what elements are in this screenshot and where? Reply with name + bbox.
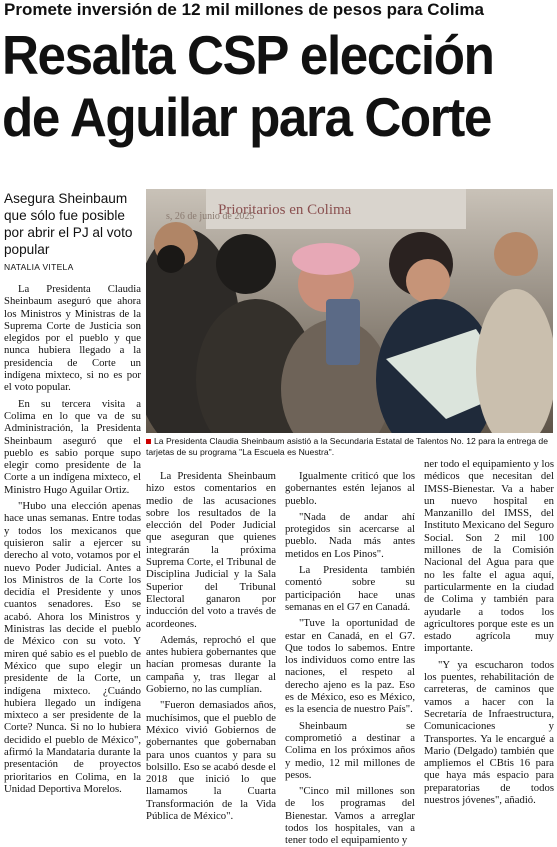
paragraph: "Fueron demasiados años, muchísimos, que el pueblo de México vivió Gobiernos de gobernantes que gobernaban para unos cuantos y para su bolsillo. Eso se acabó desde el 2018 que inició lo que llamamos la Cuarta Transformación de la Vida Pública de México". bbox=[146, 699, 276, 823]
paragraph: "Tuve la oportunidad de estar en Canadá, en el G7. Que todos lo sabemos. Entre los individuos como entre las naciones, el respeto al derecho ajeno es la paz. Eso es de México, eso es México, es la esencia de nuestro País". bbox=[285, 617, 415, 716]
caption-marker bbox=[146, 439, 151, 444]
article-column-3 bbox=[285, 470, 415, 847]
paragraph: En su tercera visita a Colima en lo que va de su Administración, la Presidenta Sheinbaum aseguró que el pueblo es sabio porque supo elegir como presidente de la Corte a un indígena mixteco, el Ministro Hugo Aguilar Ortiz. bbox=[4, 397, 141, 496]
deck: Asegura Sheinbaum que sólo fue posible por abrir el PJ al voto popular bbox=[4, 191, 133, 257]
paragraph: "Hubo una elección apenas hace unas semanas. Entre todas y todos los mexicanos que quisieron salir a ejercer su derecho al voto, votamos por el nuevo Poder Judicial. Antes a los Ministros de la Corte los decidía el Presidente y unos cuantos senadores. Eso se acabó. Ahora los Ministros y Ministras las decide el pueblo de México con su voto. Y miren qué sabio es el pueblo de México que supo elegir un presidente de la Corte, un indígena mixteco. ¿Cuándo hubiera llegado un indígena mixteco a ser presidente de la Corte? Nunca. Si no lo hubiera decidido el pueblo de México", afirmó la Mandataria durante la presentación de proyectos prioritarios en Colima, en la Unidad Deportiva Morelos. bbox=[4, 500, 141, 795]
headline-line-2: de Aguilar para Corte bbox=[2, 86, 491, 148]
banner-date: s, 26 de junio de 2025 bbox=[166, 211, 255, 222]
headline bbox=[2, 24, 516, 148]
paragraph: ner todo el equipamiento y los médicos que necesitan del IMSS-Bienestar. Va a haber un nuevo hospital en Manzanillo del IMSS, del Instituto Mexicano del Seguro Social. Son 2 mil 100 millones de la Comisión Nacional del Agua para que no les falte el agua aquí, particularmente en la ciudad de Colima y también para ayudarle a todos los agricultores porque este es un estado agrícola muy importante. bbox=[424, 458, 554, 655]
byline: NATALIA VITELA bbox=[4, 262, 74, 272]
paragraph: Sheinbaum se comprometió a destinar a Colima en los próximos años y medio, 12 mil millones de pesos. bbox=[285, 719, 415, 781]
caption-text: La Presidenta Claudia Sheinbaum asistió a la Secundaria Estatal de Talentos No. 12 para la entrega de tarjetas de su programa "La Escuela es Nuestra". bbox=[146, 436, 548, 457]
news-photo bbox=[146, 189, 553, 433]
article-column-1 bbox=[4, 283, 141, 795]
banner-text: Prioritarios en Colima bbox=[218, 202, 352, 218]
paragraph: "Y ya escucharon todos los puentes, rehabilitación de carreteras, de caminos que vamos a hacer con la Secretaría de Infraestructura, Comunicaciones y Transportes. Ya le encargué a Mario (Delgado) también que ampliemos el CBtis 16 para que haya más espacio para preparatorias de todos nuestros jóvenes", añadió. bbox=[424, 658, 554, 807]
kicker: Promete inversión de 12 mil millones de pesos para Colima bbox=[4, 0, 484, 19]
photo-caption bbox=[146, 436, 554, 458]
paragraph: "Nada de andar ahí protegidos sin acercarse al pueblo. Nada más antes metidos en Los Pinos". bbox=[285, 510, 415, 560]
article-column-2 bbox=[146, 470, 276, 822]
paragraph: La Presidenta también comentó sobre su participación hace unas semanas en el G7 en Canadá. bbox=[285, 564, 415, 613]
paragraph: La Presidenta Sheinbaum hizo estos comentarios en medio de las acusaciones sobre los resultados de la elección del Poder Judicial que aseguran que quienes integrarán la próxima Suprema Corte, el Tribunal de Disciplina Judicial y la Sala Superior del Tribunal Electoral ganaron por inducción del voto a través de acordeones. bbox=[146, 470, 276, 630]
paragraph: La Presidenta Claudia Sheinbaum aseguró que ahora los Ministros y Ministras de la Suprema Corte de Justicia son elegidos por el pueblo y que nunca hubiera llegado a la presidencia de Corte un indígena mixteco, si no es por el voto popular. bbox=[4, 283, 141, 394]
paragraph: "Cinco mil millones son de los programas del Bienestar. Vamos a arreglar todos los hospitales, van a tener todo el equipamiento y bbox=[285, 785, 415, 847]
article-column-4 bbox=[424, 458, 554, 806]
headline-line-1: Resalta CSP elección bbox=[2, 24, 494, 86]
paragraph: Igualmente criticó que los gobernantes estén lejanos al pueblo. bbox=[285, 470, 415, 507]
paragraph: Además, reprochó el que antes hubiera gobernantes que hacían promesas durante la campaña y, tras llegar al Gobierno, no las cumplían. bbox=[146, 633, 276, 696]
photo-illustration bbox=[146, 189, 553, 433]
